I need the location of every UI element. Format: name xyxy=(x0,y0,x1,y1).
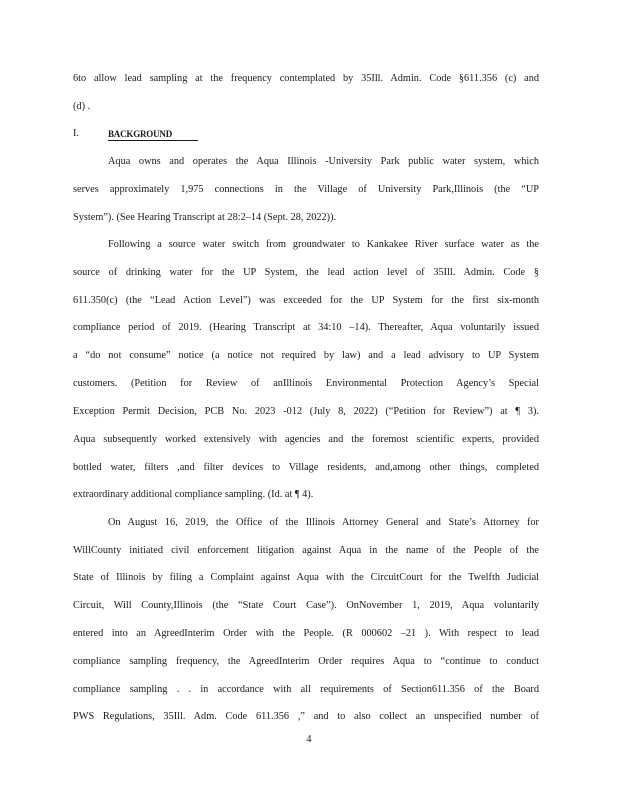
body-line: 6to allow lead sampling at the frequency contemplated by 35Ill. Admin. Code §611.356 (c) and xyxy=(73,73,539,84)
body-line: Following a source water switch from groundwater to Kankakee River surface water as the xyxy=(108,239,539,250)
body-line: compliance period of 2019. (Hearing Transcript at 34:10 –14). Thereafter, Aqua voluntarily issued xyxy=(73,322,539,333)
body-line: bottled water, filters ,and filter devices to Village residents, and,among other things, completed xyxy=(73,462,539,473)
body-line: PWS Regulations, 35Ill. Adm. Code 611.356 ,” and to also collect an unspecified number of xyxy=(73,711,539,722)
body-line: a “do not consume” notice (a notice not required by law) and a lead advisory to UP System xyxy=(73,350,539,361)
body-line: compliance sampling . . in accordance with all requirements of Section611.356 of the Board xyxy=(73,684,539,695)
body-line: customers. (Petition for Review of anIllinois Environmental Protection Agency’s Special xyxy=(73,378,539,389)
page-number: 4 xyxy=(306,734,312,745)
body-line: 611.350(c) (the “Lead Action Level”) was exceeded for the UP System for the first six-month xyxy=(73,295,539,306)
body-line: Exception Permit Decision, PCB No. 2023 -012 (July 8, 2022) (“Petition for Review”) at ¶ 3). xyxy=(73,406,539,417)
body-line: State of Illinois by filing a Complaint against Aqua with the CircuitCourt for the Twelfth Judicial xyxy=(73,572,539,583)
body-line: extraordinary additional compliance sampling. (Id. at ¶ 4). xyxy=(73,489,314,500)
body-line: Aqua subsequently worked extensively with agencies and the foremost scientific experts, provided xyxy=(73,434,539,445)
body-line: System”). (See Hearing Transcript at 28:2–14 (Sept. 28, 2022)). xyxy=(73,212,337,223)
body-line: compliance sampling frequency, the AgreedInterim Order requires Aqua to “continue to conduct xyxy=(73,656,539,667)
section-number: I. xyxy=(73,128,80,139)
body-line: entered into an AgreedInterim Order with the People. (R 000602 –21 ). With respect to lead xyxy=(73,628,539,639)
body-line: source of drinking water for the UP System, the lead action level of 35Ill. Admin. Code § xyxy=(73,267,539,278)
body-line: Aqua owns and operates the Aqua Illinois -University Park public water system, which xyxy=(108,156,539,167)
body-line: (d) . xyxy=(73,101,91,112)
body-line: On August 16, 2019, the Office of the Illinois Attorney General and State’s Attorney for xyxy=(108,517,539,528)
body-line: serves approximately 1,975 connections in the Village of University Park,Illinois (the “UP xyxy=(73,184,539,195)
body-line: WillCounty initiated civil enforcement litigation against Aqua in the name of the People of the xyxy=(73,545,539,556)
section-heading: BACKGROUND xyxy=(108,129,198,141)
body-line: Circuit, Will County,Illinois (the “State Court Case”). OnNovember 1, 2019, Aqua voluntarily xyxy=(73,600,539,611)
